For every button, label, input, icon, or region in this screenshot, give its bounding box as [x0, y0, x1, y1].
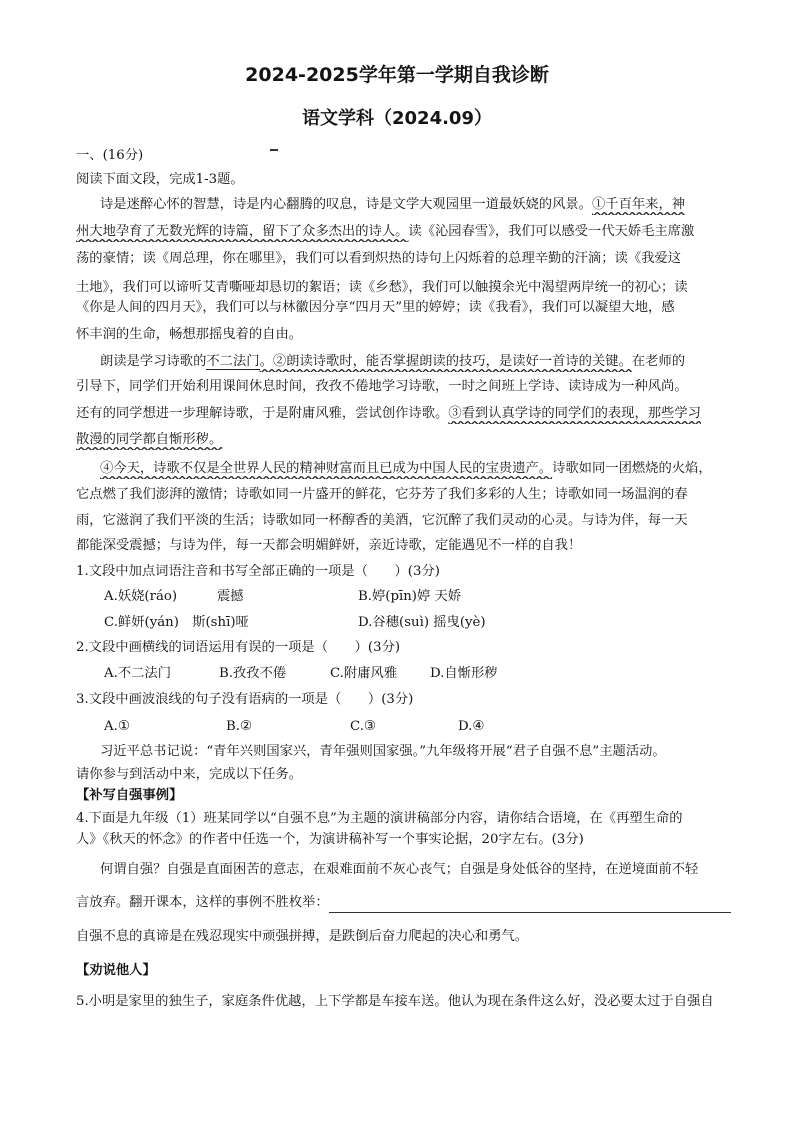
question-3-option-c: C.③ [350, 719, 376, 734]
wavy-sentence-3: ③看到认真学诗的同学们的表现，那些学习 [448, 406, 701, 421]
question-1-option-d: D.谷穗(suì) 摇曳(yè) [358, 615, 486, 630]
wavy-sentence-1-cont: 州大地孕育了无数光辉的诗篇，留下了众多杰出的诗人。 [76, 224, 409, 239]
passage-line [76, 222, 760, 242]
passage-line [76, 404, 760, 424]
activity-intro-2: 请你参与到活动中来，完成以下任务。 [76, 767, 303, 782]
passage-line: 它点燃了我们澎湃的激情；诗歌如同一片盛开的鲜花，它芬芳了我们多彩的人生；诗歌如同一场温润的春 [76, 487, 688, 502]
exam-subtitle: 语文学科（2024.09） [302, 108, 492, 129]
passage-text: 在老师的 [631, 354, 686, 369]
speech-text-with-blank [76, 893, 766, 913]
wavy-sentence-3-cont: 散漫的同学都自惭形秽。 [76, 432, 223, 447]
question-1-option-b: B.婷(pīn)婷 天娇 [358, 589, 462, 604]
passage-line [100, 195, 760, 215]
passage-line: 《你是人间的四月天》，我们可以与林徽因分享“四月天”里的婷婷；读《我看》，我们可以凝望大地，感 [76, 300, 675, 315]
passage-line: 引导下，同学们开始利用课间休息时间，孜孜不倦地学习诗歌，一时之间班上学诗、读诗成为一种风尚。 [76, 379, 688, 394]
underlined-phrase-a: 不二法门 [206, 354, 260, 369]
question-4-stem: 4.下面是九年级（1）班某同学以“自强不息”为主题的演讲稿部分内容，请你结合语境，在《再塑生命的 [76, 811, 683, 826]
wavy-sentence-4: ④今天，诗歌不仅是全世界人民的精神财富而且已成为中国人民的宝贵遗产。 [100, 461, 553, 476]
passage-line: 怀丰润的生命，畅想那摇曳着的自由。 [76, 327, 303, 342]
question-1-option-c: C.鲜妍(yán) 斯(shī)哑 [104, 615, 249, 630]
passage-line: 雨，它滋润了我们平淡的生活；诗歌如同一杯醇香的美酒，它沉醉了我们灵动的心灵。与诗为伴，每一天 [76, 513, 688, 528]
question-2-option-c: C.附庸风雅 [330, 666, 398, 681]
question-3-option-b: B.② [226, 719, 252, 734]
passage-text: 朗读是学习诗歌的 [100, 354, 207, 369]
speech-text: 自强不息的真谛是在残忍现实中顽强拼搏，是跌倒后奋力爬起的决心和勇气。 [76, 929, 529, 944]
passage-line [76, 430, 760, 450]
question-1-option-a: A.妖娆(ráo) 震撼 [104, 589, 244, 604]
question-4-stem-2: 人》《秋天的怀念》的作者中任选一个，为演讲稿补写一个事实论据，20字左右。(3分) [76, 832, 584, 847]
passage-line [100, 459, 760, 479]
wavy-sentence-2: 。②朗读诗歌时，能否掌握朗读的技巧，是读好一首诗的关键。 [259, 354, 632, 369]
question-3-option-a: A.① [104, 719, 130, 734]
question-1-stem: 1.文段中加点词语注音和书写全部正确的一项是（ ）(3分) [76, 564, 440, 579]
question-3-stem: 3.文段中画波浪线的句子没有语病的一项是（ ）(3分) [76, 692, 414, 707]
question-2-option-d: D.自惭形秽 [430, 666, 498, 681]
wavy-sentence-1: ①千百年来，神 [591, 197, 686, 212]
passage-line: 土地》，我们可以谛听艾青嘶哑却恳切的絮语；读《乡愁》，我们可以触摸余光中渴望两岸统一的初心；读 [76, 280, 688, 295]
scan-speck [270, 149, 278, 151]
passage-line [100, 352, 760, 372]
passage-text: 读《沁园春雪》，我们可以感受一代天娇毛主席激 [408, 224, 695, 239]
question-5-stem: 5.小明是家里的独生子，家庭条件优越，上下学都是车接车送。他认为现在条件这么好，没必要太过于自强自 [76, 994, 714, 1009]
passage-text: 诗歌如同一团燃烧的火焰， [552, 461, 712, 476]
section-heading: 一、(16分) [76, 148, 144, 163]
question-3-option-d: D.④ [458, 719, 485, 734]
task-heading-persuade: 【劝说他人】 [76, 963, 156, 978]
reading-instruction: 阅读下面文段，完成1-3题。 [76, 172, 244, 187]
passage-text: 诗是迷醉心怀的智慧，诗是内心翻腾的叹息，诗是文学大观园里一道最妖娆的风景。 [100, 197, 592, 212]
question-2-option-b: B.孜孜不倦 [219, 666, 287, 681]
speech-text: 何谓自强？自强是直面困苦的意志，在艰难面前不灰心丧气；自强是身处低谷的坚持，在逆境面前不轻 [100, 862, 699, 877]
exam-title: 2024-2025学年第一学期自我诊断 [245, 64, 549, 86]
task-heading-examples: 【补写自强事例】 [76, 788, 183, 803]
activity-intro: 习近平总书记说：“青年兴则国家兴，青年强则国家强。”九年级将开展“君子自强不息”主题活动。 [100, 744, 666, 759]
passage-line: 都能深受震撼；与诗为伴，每一天都会明媚鲜妍，亲近诗歌，定能遇见不一样的自我！ [76, 538, 582, 553]
question-2-stem: 2.文段中画横线的词语运用有误的一项是（ ）(3分) [76, 640, 401, 655]
answer-blank[interactable] [329, 898, 731, 913]
passage-line: 荡的豪情；读《周总理，你在哪里》，我们可以看到炽热的诗句上闪烁着的总理辛勤的汗滴；读《我爱这 [76, 251, 682, 266]
speech-text: 言放弃。翻开课本，这样的事例不胜枚举： [76, 895, 329, 910]
passage-text: 还有的同学想进一步理解诗歌，于是附庸风雅，尝试创作诗歌。 [76, 406, 449, 421]
question-2-option-a: A.不二法门 [104, 666, 172, 681]
